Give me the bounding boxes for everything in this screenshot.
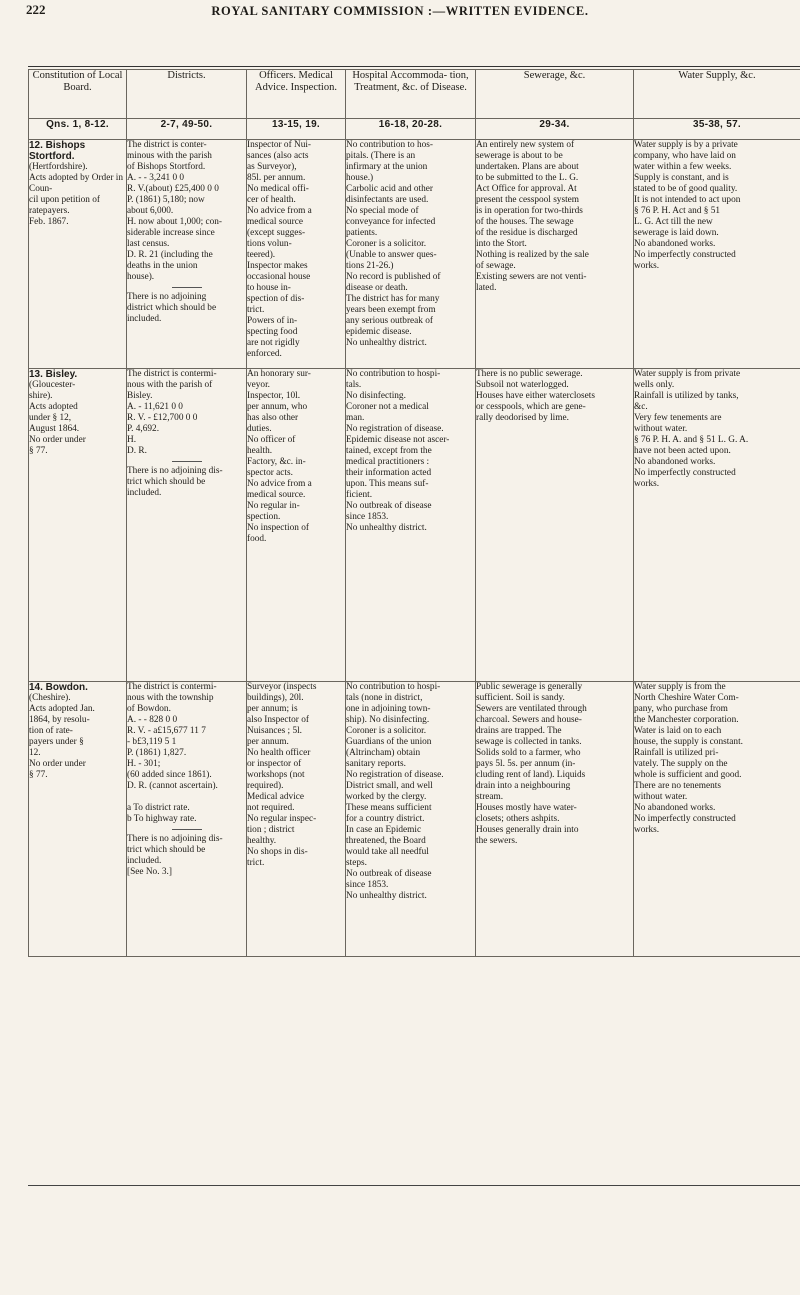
text-line: stream. [476,792,504,802]
text-line: specting food [247,327,298,337]
text-line: ship). No disinfecting. [346,715,430,725]
text-line: Powers of in- [247,316,298,326]
text-line: b To highway rate. [127,814,197,824]
text-line: included. [127,314,162,324]
text-line: No order under [29,435,86,445]
text-line: tions 21-26.) [346,261,394,271]
text-line: as Surveyor), [247,162,297,172]
cell-officers [247,682,346,957]
text-line: since 1853. [346,512,389,522]
text-line: pany, who purchase from [634,704,728,714]
text-line: Acts adopted Jan. [29,704,95,714]
text-line: H. [127,435,137,445]
table-row [29,369,800,682]
text-line: present the cesspool system [476,195,580,205]
text-line: Medical advice [247,792,305,802]
text-line: P. (1861) 5,180; now [127,195,205,205]
text-line: No disinfecting. [346,391,406,401]
text-line: Inspector makes [247,261,308,271]
text-line: [See No. 3.] [127,867,172,877]
text-line: Guardians of the union [346,737,432,747]
header-row [29,70,800,119]
text-line: 85l. per annum. [247,173,306,183]
text-line: P. 4,692. [127,424,160,434]
text-line: water within a few weeks. [634,162,732,172]
text-line: &c. [634,402,648,412]
text-line: § 77. [29,446,48,456]
text-line: without water. [634,424,688,434]
text-line: enforced. [247,349,282,359]
cell-water [634,682,800,957]
text-line: Houses have either waterclosets [476,391,596,401]
cell-districts [127,682,247,957]
col-header-sewerage: Sewerage, &c. [476,70,634,119]
text-line: Houses generally drain into [476,825,579,835]
text-line: No inspection of [247,523,309,533]
text-line: (except sugges- [247,228,306,238]
cell-officers [247,369,346,682]
text-line: Factory, &c. in- [247,457,306,467]
page-number: 222 [26,2,46,17]
text-line: No medical offi- [247,184,309,194]
text-line: tion ; district [247,825,295,835]
text-line: trict which should be [127,845,206,855]
text-line: § 77. [29,770,48,780]
text-line: The district has for many [346,294,440,304]
text-line: since 1853. [346,880,389,890]
text-line: There is no adjoining [127,292,207,302]
text-line: medical source. [247,490,306,500]
text-line: sewerage is laid down. [634,228,719,238]
text-line: spector acts. [247,468,293,478]
text-line: required). [247,781,284,791]
col-header-officers: Officers. Medical Advice. Inspection. [247,70,346,119]
question-code: 29-34. [476,119,634,140]
text-line: spection. [247,512,281,522]
text-line: No abandoned works. [634,457,716,467]
cell-constitution [29,140,127,369]
text-line: August 1864. [29,424,80,434]
text-line: Rainfall is utilized by tanks, [634,391,739,401]
text-line: No imperfectly constructed [634,250,736,260]
text-line: Supply is constant, and is [634,173,729,183]
text-line: No record is published of [346,272,441,282]
text-line: veyor. [247,380,270,390]
text-line [127,792,246,803]
text-line: Inspector, 10l. [247,391,301,401]
text-line: ficient. [346,490,373,500]
text-line: drains are trapped. The [476,726,562,736]
text-line: sanitary reports. [346,759,406,769]
cell-sewerage [476,140,634,369]
text-line: The district is contermi- [127,682,217,692]
text-line: (Gloucester- [29,380,76,390]
text-line: A. - 11,621 0 0 [127,402,183,412]
text-line: sances (also acts [247,151,309,161]
text-line: healthy. [247,836,277,846]
text-line: sufficient. Soil is sandy. [476,693,565,703]
text-line: § 76 P. H. Act and § 51 [634,206,720,216]
text-line: works. [634,479,660,489]
text-line: into the Stort. [476,239,527,249]
text-line: a To district rate. [127,803,190,813]
text-line: - b£3,119 5 1 [127,737,177,747]
text-line: No contribution to hospi- [346,682,441,692]
text-line: years been exempt from [346,305,436,315]
text-line: Existing sewers are not venti- [476,272,587,282]
text-line: nous with the township [127,693,214,703]
text-line: D. R. (cannot ascertain). [127,781,218,791]
text-line: to be submitted to the L. G. [476,173,579,183]
text-line: trict which should be [127,477,206,487]
text-line: trict. [247,305,265,315]
text-line: (60 added since 1861). [127,770,212,780]
text-line: Very few tenements are [634,413,722,423]
text-line: siderable increase since [127,228,215,238]
text-line: per annum; is [247,704,298,714]
text-line: No abandoned works. [634,803,716,813]
running-head: ROYAL SANITARY COMMISSION :—WRITTEN EVIDENCE. [211,4,589,18]
text-line: spection of dis- [247,294,305,304]
text-line: of Bowdon. [127,704,171,714]
text-line: or inspector of [247,759,302,769]
text-line: Sewers are ventilated through [476,704,587,714]
text-line: stated to be of good quality. [634,184,738,194]
text-line: of sewage. [476,261,516,271]
text-line: house). [127,272,155,282]
text-line: disinfectants are used. [346,195,429,205]
text-line: Water supply is from private [634,369,741,379]
text-line: has also other [247,413,299,423]
text-line: Acts adopted by Order in Coun- [29,173,123,194]
cell-districts [127,369,247,682]
text-line: R. V.(about) £25,400 0 0 [127,184,219,194]
text-line: is in operation for two-thirds [476,206,583,216]
text-line: under § 12, [29,413,72,423]
text-line: Public sewerage is generally [476,682,583,692]
text-line: conveyance for infected [346,217,436,227]
table-row [29,682,800,957]
text-line: man. [346,413,365,423]
cell-constitution [29,682,127,957]
text-line: of the houses. The sewage [476,217,574,227]
text-line: Bisley. [127,391,153,401]
text-line: not required. [247,803,295,813]
text-line: for a country district. [346,814,425,824]
cell-sewerage [476,369,634,682]
cell-districts [127,140,247,369]
text-line: the sewers. [476,836,518,846]
cell-hospital [346,369,476,682]
text-line: There is no adjoining dis- [127,834,223,844]
text-line: R. V. - a£15,677 11 7 [127,726,206,736]
text-line: one in adjoining town- [346,704,431,714]
text-line: Water supply is from the [634,682,726,692]
text-line: No officer of [247,435,296,445]
bottom-rule [28,1185,800,1186]
text-line: upon. This means suf- [346,479,429,489]
text-line: Houses mostly have water- [476,803,577,813]
text-line: An entirely new system of [476,140,575,150]
text-line: to house in- [247,283,291,293]
text-line: A. - - 828 0 0 [127,715,178,725]
text-line: any serious outbreak of [346,316,434,326]
text-line: (Unable to answer ques- [346,250,437,260]
text-line: No abandoned works. [634,239,716,249]
text-line: No special mode of [346,206,419,216]
text-line: closets; others ashpits. [476,814,560,824]
text-line: No unhealthy district. [346,338,427,348]
text-line: trict. [247,858,265,868]
text-line: Coroner is a solicitor. [346,239,427,249]
text-line: Feb. 1867. [29,217,69,227]
text-line: (Hertfordshire). [29,162,88,172]
text-line: steps. [346,858,367,868]
text-line: No imperfectly constructed [634,468,736,478]
text-line: vately. The supply on the [634,759,728,769]
cell-water [634,369,800,682]
text-line: have not been acted upon. [634,446,731,456]
question-code: 16-18, 20-28. [346,119,476,140]
text-line: lated. [476,283,497,293]
text-line: The district is conter- [127,140,207,150]
text-line: the Manchester corporation. [634,715,739,725]
text-line: No contribution to hospi- [346,369,441,379]
row-title: 13. Bisley. [29,369,78,380]
text-line: their information acted [346,468,432,478]
text-line: North Cheshire Water Com- [634,693,739,703]
table-row [29,140,800,369]
text-line: payers under § [29,737,84,747]
text-line: included. [127,856,162,866]
text-line: No advice from a [247,479,312,489]
text-line: minous with the parish [127,151,212,161]
text-line: charcoal. Sewers and house- [476,715,582,725]
col-header-hospital: Hospital Accommoda- tion, Treatment, &c. of Disease. [346,70,476,119]
question-code: Qns. 1, 8-12. [29,119,127,140]
text-line: The district is contermi- [127,369,217,379]
text-line: L. G. Act till the new [634,217,713,227]
text-line: tals. [346,380,362,390]
text-line: shire). [29,391,53,401]
text-line: undertaken. Plans are about [476,162,579,172]
text-line: health. [247,446,273,456]
text-line: threatened, the Board [346,836,426,846]
text-line: No imperfectly constructed [634,814,736,824]
text-line: P. (1861) 1,827. [127,748,187,758]
text-line: teered). [247,250,276,260]
text-line: Solids sold to a farmer, who [476,748,581,758]
cell-constitution [29,369,127,682]
text-line: Carbolic acid and other [346,184,433,194]
text-line: per annum. [247,737,289,747]
text-line: No shops in dis- [247,847,308,857]
text-line: patients. [346,228,378,238]
text-line: 12. [29,748,41,758]
text-line: No outbreak of disease [346,869,432,879]
top-rule [28,66,800,67]
text-line: cluding rent of land). Liquids [476,770,586,780]
text-line: about 6,000. [127,206,174,216]
text-line: Acts adopted [29,402,78,412]
col-header-constitution: Constitution of Local Board. [29,70,127,119]
question-code: 13-15, 19. [247,119,346,140]
text-line: Nothing is realized by the sale [476,250,589,260]
text-line: District small, and well [346,781,433,791]
row-title: 14. Bowdon. [29,682,88,693]
text-line: tion of rate- [29,726,73,736]
text-line: No regular inspec- [247,814,317,824]
separator-rule [172,829,202,830]
text-line: wells only. [634,380,675,390]
text-line: No outbreak of disease [346,501,432,511]
text-line: sewerage is about to be [476,151,563,161]
text-line: district which should be [127,303,217,313]
question-code-row [29,119,800,140]
text-line: No order under [29,759,86,769]
evidence-table [28,69,800,957]
text-line: without water. [634,792,688,802]
text-line: also Inspector of [247,715,309,725]
text-line: There is no public sewerage. [476,369,583,379]
cell-hospital [346,140,476,369]
text-line: works. [634,825,660,835]
separator-rule [172,461,202,462]
row-title: 12. Bishops Stortford. [29,140,86,162]
text-line: would take all needful [346,847,429,857]
text-line: tions volun- [247,239,292,249]
text-line: No unhealthy district. [346,523,427,533]
text-line: of Bishops Stortford. [127,162,206,172]
text-line: Rainfall is utilized pri- [634,748,719,758]
text-line: pitals. (There is an [346,151,416,161]
text-line: deaths in the union [127,261,198,271]
text-line: are not rigidly [247,338,300,348]
text-line: epidemic disease. [346,327,412,337]
text-line: whole is sufficient and good. [634,770,742,780]
text-line: medical practitioners : [346,457,430,467]
text-line: Nuisances ; 5l. [247,726,302,736]
text-line: § 76 P. H. A. and § 51 L. G. A. [634,435,749,445]
text-line: occasional house [247,272,311,282]
text-line: per annum, who [247,402,308,412]
text-line: D. R. 21 (including the [127,250,213,260]
text-line: A. - - 3,241 0 0 [127,173,185,183]
text-line: No advice from a [247,206,312,216]
text-line: pays 5l. 5s. per annum (in- [476,759,576,769]
text-line: There are no tenements [634,781,721,791]
text-line: cer of health. [247,195,296,205]
text-line: No regular in- [247,501,300,511]
text-line: Subsoil not waterlogged. [476,380,569,390]
text-line: These means sufficient [346,803,432,813]
text-line: disease or death. [346,283,408,293]
cell-sewerage [476,682,634,957]
text-line: works. [634,261,660,271]
text-line: worked by the clergy. [346,792,427,802]
text-line: drain into a neighbouring [476,781,571,791]
text-line: No health officer [247,748,311,758]
text-line: Coroner not a medical [346,402,429,412]
text-line: Epidemic disease not ascer- [346,435,450,445]
text-line: tained, except from the [346,446,432,456]
text-line: It is not intended to act upon [634,195,741,205]
cell-officers [247,140,346,369]
text-line: D. R. [127,446,147,456]
text-line: (Cheshire). [29,693,71,703]
cell-hospital [346,682,476,957]
text-line: of the residue is discharged [476,228,578,238]
text-line: sewage is collected in tanks. [476,737,582,747]
text-line: infirmary at the union [346,162,428,172]
text-line: medical source [247,217,304,227]
text-line: Inspector of Nui- [247,140,312,150]
text-line: No registration of disease. [346,770,444,780]
cell-water [634,140,800,369]
text-line: Water is laid on to each [634,726,722,736]
text-line: In case an Epidemic [346,825,422,835]
text-line: There is no adjoining dis- [127,466,223,476]
text-line: cil upon petition of ratepayers. [29,195,101,216]
text-line: or cesspools, which are gene- [476,402,586,412]
text-line: R. V. - £12,700 0 0 [127,413,198,423]
text-line: rally deodorised by lime. [476,413,569,423]
text-line: H. - 301; [127,759,161,769]
text-line: Act Office for approval. At [476,184,577,194]
text-line: 1864, by resolu- [29,715,90,725]
text-line: tals (none in district, [346,693,423,703]
text-line: duties. [247,424,272,434]
text-line: company, who have laid on [634,151,736,161]
question-code: 2-7, 49-50. [127,119,247,140]
text-line: An honorary sur- [247,369,311,379]
col-header-water: Water Supply, &c. [634,70,800,119]
text-line: buildings), 20l. [247,693,304,703]
text-line: nous with the parish of [127,380,213,390]
text-line: included. [127,488,162,498]
text-line: Water supply is by a private [634,140,738,150]
text-line: food. [247,534,267,544]
separator-rule [172,287,202,288]
col-header-districts: Districts. [127,70,247,119]
question-code: 35-38, 57. [634,119,800,140]
text-line: Surveyor (inspects [247,682,317,692]
text-line: No registration of disease. [346,424,444,434]
text-line: No unhealthy district. [346,891,427,901]
text-line: workshops (not [247,770,305,780]
text-line: last census. [127,239,170,249]
text-line: house.) [346,173,374,183]
text-line: H. now about 1,000; con- [127,217,223,227]
text-line: No contribution to hos- [346,140,434,150]
text-line: house, the supply is constant. [634,737,743,747]
text-line: (Altrincham) obtain [346,748,421,758]
text-line: Coroner is a solicitor. [346,726,427,736]
